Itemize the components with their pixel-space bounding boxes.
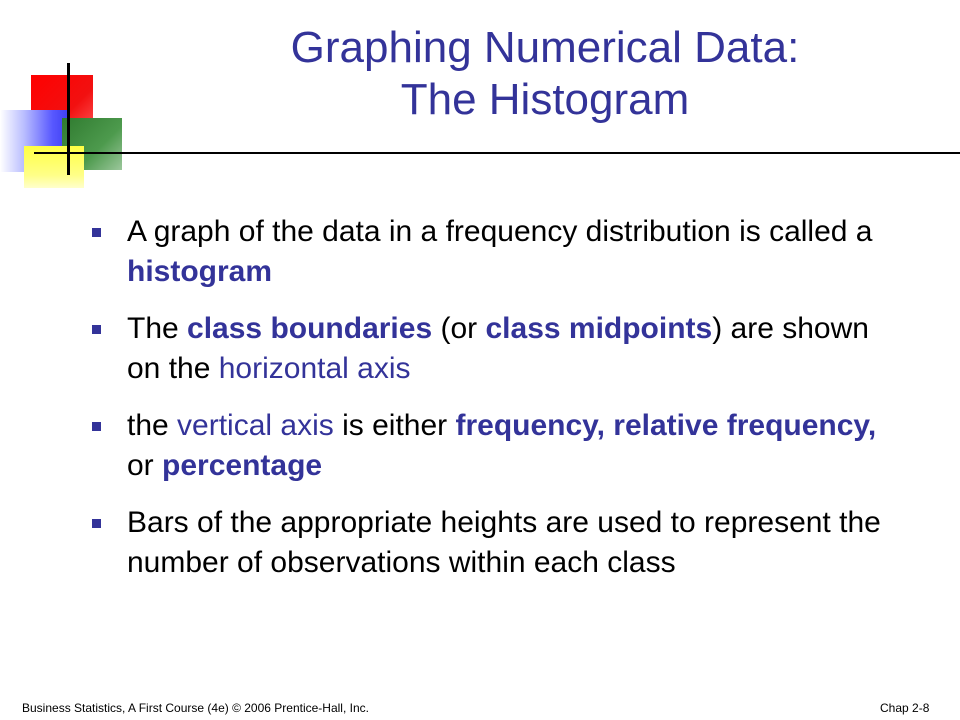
bullet-segment: the (127, 409, 178, 442)
square-bullet-icon (92, 519, 101, 528)
bullet-text (127, 215, 872, 288)
logo-vertical-line (67, 63, 70, 175)
slide-title (130, 22, 960, 126)
bullet-segment: or (127, 449, 163, 482)
bullet-item (92, 406, 882, 486)
bullet-term-vertical-axis: vertical axis (177, 409, 334, 442)
bullet-item (92, 503, 882, 583)
bullet-segment: (or (432, 312, 486, 345)
bullet-text: Bars of the appropriate heights are used to represent the number of observations within each class (127, 506, 881, 579)
bullet-item (92, 212, 882, 292)
slide-logo (0, 0, 130, 200)
slide-title-line1: Graphing Numerical Data: (290, 23, 800, 72)
bullet-segment: The (127, 312, 188, 345)
footer-page-number: Chap 2-8 (880, 701, 930, 715)
bullet-segment: ) are shown on the (127, 312, 869, 385)
square-bullet-icon (92, 325, 101, 334)
bullet-list (92, 212, 882, 600)
footer-citation: Business Statistics, A First Course (4e) © 2006 Prentice-Hall, Inc. (22, 701, 369, 715)
bullet-term-percentage: percentage (162, 449, 323, 482)
bullet-text (127, 409, 876, 482)
bullet-term-class-boundaries: class boundaries (187, 312, 433, 345)
bullet-term-class-midpoints: class midpoints (485, 312, 713, 345)
square-bullet-icon (92, 228, 101, 237)
bullet-term-histogram: histogram (127, 255, 273, 288)
bullet-segment: is either (333, 409, 456, 442)
bullet-term-frequency: frequency, relative frequency, (455, 409, 877, 442)
bullet-term-horizontal-axis: horizontal axis (218, 352, 411, 385)
bullet-item (92, 309, 882, 389)
title-rule (34, 152, 960, 154)
square-bullet-icon (92, 422, 101, 431)
bullet-text (127, 312, 869, 385)
slide-title-line2: The Histogram (400, 75, 690, 124)
bullet-segment: A graph of the data in a frequency distribution is called a (127, 215, 873, 248)
